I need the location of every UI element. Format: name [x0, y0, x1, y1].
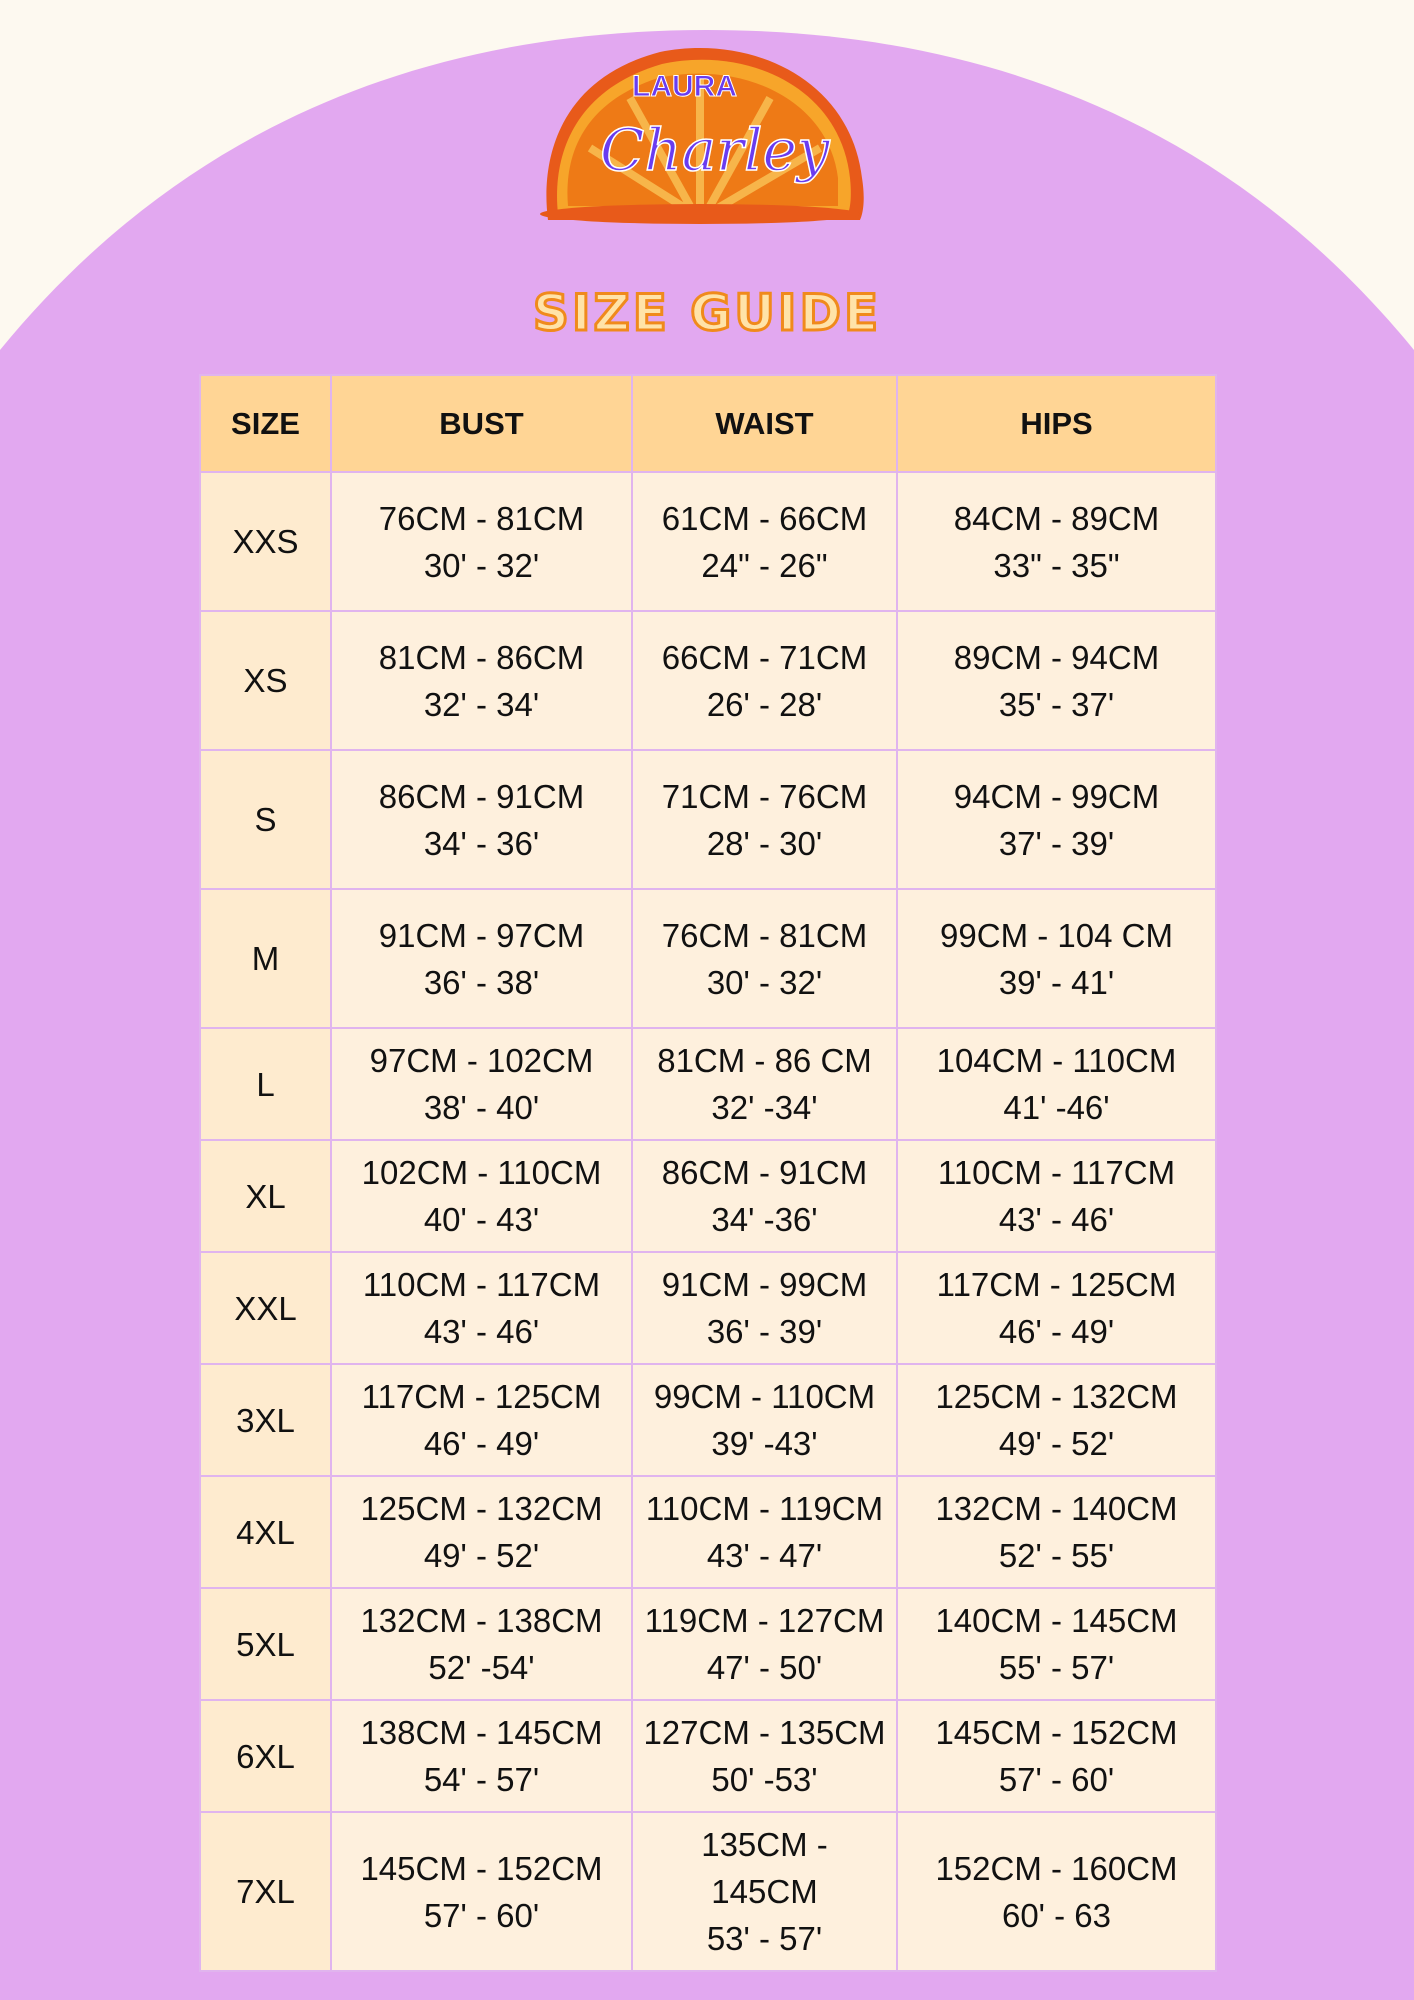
size-cell: 5XL — [200, 1588, 331, 1700]
table-row — [200, 750, 1216, 889]
table-row — [200, 1588, 1216, 1700]
size-cell: XXL — [200, 1252, 331, 1364]
size-cell: XXS — [200, 472, 331, 611]
header-bust: BUST — [331, 375, 632, 472]
waist-cell: 66CM - 71CM 26' - 28' — [632, 611, 897, 750]
bust-cell: 86CM - 91CM 34' - 36' — [331, 750, 632, 889]
hips-cell: 110CM - 117CM 43' - 46' — [897, 1140, 1216, 1252]
hips-cell: 152CM - 160CM 60' - 63 — [897, 1812, 1216, 1971]
table-row — [200, 1700, 1216, 1812]
hips-cell: 94CM - 99CM 37' - 39' — [897, 750, 1216, 889]
size-guide-title — [0, 270, 1414, 350]
bust-cell: 138CM - 145CM 54' - 57' — [331, 1700, 632, 1812]
size-cell: M — [200, 889, 331, 1028]
size-cell: 4XL — [200, 1476, 331, 1588]
waist-cell: 81CM - 86 CM 32' -34' — [632, 1028, 897, 1140]
bust-cell: 97CM - 102CM 38' - 40' — [331, 1028, 632, 1140]
size-cell: S — [200, 750, 331, 889]
hips-cell: 84CM - 89CM 33" - 35" — [897, 472, 1216, 611]
waist-cell: 119CM - 127CM 47' - 50' — [632, 1588, 897, 1700]
header-waist: WAIST — [632, 375, 897, 472]
size-cell: L — [200, 1028, 331, 1140]
size-cell: XL — [200, 1140, 331, 1252]
hips-cell: 132CM - 140CM 52' - 55' — [897, 1476, 1216, 1588]
bust-cell: 76CM - 81CM 30' - 32' — [331, 472, 632, 611]
waist-cell: 127CM - 135CM 50' -53' — [632, 1700, 897, 1812]
table-row — [200, 1140, 1216, 1252]
bust-cell: 102CM - 110CM 40' - 43' — [331, 1140, 632, 1252]
bust-cell: 145CM - 152CM 57' - 60' — [331, 1812, 632, 1971]
waist-cell: 99CM - 110CM 39' -43' — [632, 1364, 897, 1476]
hips-cell: 89CM - 94CM 35' - 37' — [897, 611, 1216, 750]
waist-cell: 91CM - 99CM 36' - 39' — [632, 1252, 897, 1364]
header-hips: HIPS — [897, 375, 1216, 472]
waist-cell: 135CM - 145CM 53' - 57' — [632, 1812, 897, 1971]
hips-cell: 99CM - 104 CM 39' - 41' — [897, 889, 1216, 1028]
header-size: SIZE — [200, 375, 331, 472]
logo-text-charley: Charley — [600, 116, 830, 184]
bust-cell: 110CM - 117CM 43' - 46' — [331, 1252, 632, 1364]
waist-cell: 86CM - 91CM 34' -36' — [632, 1140, 897, 1252]
table-row — [200, 1028, 1216, 1140]
table-row — [200, 889, 1216, 1028]
bust-cell: 91CM - 97CM 36' - 38' — [331, 889, 632, 1028]
size-cell: 6XL — [200, 1700, 331, 1812]
bust-cell: 117CM - 125CM 46' - 49' — [331, 1364, 632, 1476]
size-cell: XS — [200, 611, 331, 750]
hips-cell: 145CM - 152CM 57' - 60' — [897, 1700, 1216, 1812]
hips-cell: 104CM - 110CM 41' -46' — [897, 1028, 1216, 1140]
hips-cell: 140CM - 145CM 55' - 57' — [897, 1588, 1216, 1700]
table-row — [200, 1476, 1216, 1588]
hips-cell: 117CM - 125CM 46' - 49' — [897, 1252, 1216, 1364]
laura-charley-logo — [540, 38, 874, 238]
size-cell: 3XL — [200, 1364, 331, 1476]
hips-cell: 125CM - 132CM 49' - 52' — [897, 1364, 1216, 1476]
waist-cell: 61CM - 66CM 24" - 26" — [632, 472, 897, 611]
waist-cell: 110CM - 119CM 43' - 47' — [632, 1476, 897, 1588]
table-row — [200, 472, 1216, 611]
logo-text-laura: LAURA — [632, 70, 737, 103]
bust-cell: 132CM - 138CM 52' -54' — [331, 1588, 632, 1700]
waist-cell: 71CM - 76CM 28' - 30' — [632, 750, 897, 889]
table-header-row — [200, 375, 1216, 472]
table-row — [200, 1364, 1216, 1476]
bust-cell: 81CM - 86CM 32' - 34' — [331, 611, 632, 750]
table-row — [200, 1252, 1216, 1364]
table-row — [200, 1812, 1216, 1971]
size-cell: 7XL — [200, 1812, 331, 1971]
bust-cell: 125CM - 132CM 49' - 52' — [331, 1476, 632, 1588]
title-text: SIZE GUIDE — [532, 284, 882, 342]
waist-cell: 76CM - 81CM 30' - 32' — [632, 889, 897, 1028]
size-guide-table — [199, 374, 1217, 1972]
table-row — [200, 611, 1216, 750]
